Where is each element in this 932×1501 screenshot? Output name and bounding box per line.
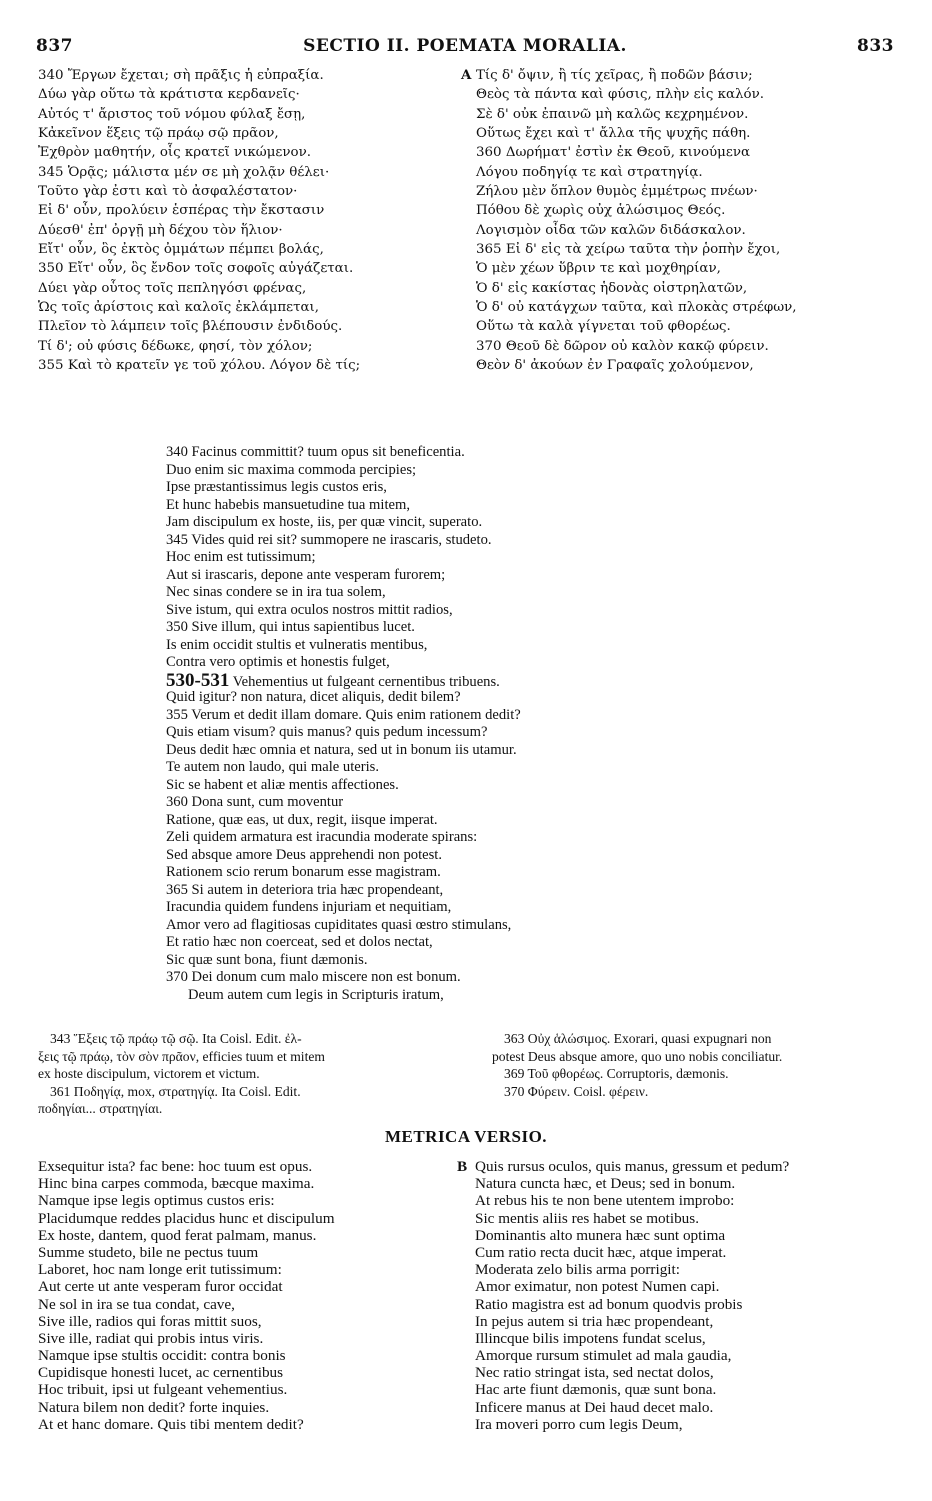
metrica-verse-line: Inficere manus at Dei haud decet malo. bbox=[475, 1398, 714, 1416]
greek-verse-line: Λόγου ποδηγίᾳ τε καὶ στρατηγίᾳ. bbox=[476, 164, 703, 180]
greek-verse-line: Οὕτω τὰ καλὰ γίγνεται τοῦ φθορέως. bbox=[476, 319, 731, 335]
footnote-line: 369 Τοῦ φθορέως. Corruptoris, dæmonis. bbox=[504, 1066, 729, 1081]
latin-verse-line: Nec sinas condere se in ira tua solem, bbox=[166, 584, 386, 600]
greek-verse-line: Ὁ δ' οὐ κατάγχων ταῦτα, καὶ πλοκὰς στρέφων, bbox=[476, 300, 797, 316]
greek-verse-line: Δύεσθ' ἐπ' ὀργῇ μὴ δέχου τὸν ἥλιον· bbox=[38, 222, 283, 238]
greek-verse-line: Ὁ δ' εἰς κακίστας ἡδονὰς οἰστρηλατῶν, bbox=[476, 280, 748, 296]
latin-verse-line: 365 Si autem in deteriora tria hæc propendeant, bbox=[166, 881, 444, 898]
footnote-line: ποδηγίαι... στρατηγίαι. bbox=[38, 1101, 163, 1116]
metrica-verse-line: Sive ille, radios qui foras mittit suos, bbox=[38, 1312, 262, 1330]
page-header bbox=[36, 36, 894, 58]
latin-verse-line: Quis etiam visum? quis manus? quis pedum incessum? bbox=[166, 724, 488, 740]
greek-verse-line: Ὡς τοῖς ἀρίστοις καὶ καλοῖς ἐκλάμπεται, bbox=[38, 300, 320, 316]
metrica-verse-line: Natura bilem non dedit? forte inquies. bbox=[38, 1398, 270, 1416]
metrica-verse-line: Ira moveri porro cum legis Deum, bbox=[475, 1415, 683, 1433]
metrica-verse-line: B Quis rursus oculos, quis manus, gressum et pedum? bbox=[457, 1158, 790, 1175]
greek-verse-line: 355 Καὶ τὸ κρατεῖν γε τοῦ χόλου. Λόγον δὲ τίς; bbox=[38, 358, 361, 374]
greek-verse-line: Πλεῖον τὸ λάμπειν τοῖς βλέπουσιν ἐνδιδούς. bbox=[38, 319, 343, 335]
latin-verse-line: Duo enim sic maxima commoda percipies; bbox=[166, 461, 417, 478]
latin-verse-line: Iracundia quidem fundens injuriam et nequitiam, bbox=[166, 899, 452, 915]
greek-verse-line: Λογισμὸν οἶδα τῶν καλῶν διδάσκαλον. bbox=[476, 222, 746, 238]
latin-verse-line: 340 Facinus committit? tuum opus sit beneficentia. bbox=[166, 444, 465, 460]
latin-verse-line: Deus dedit hæc omnia et natura, sed ut in bonum iis utamur. bbox=[166, 741, 517, 758]
footnotes-left bbox=[38, 1030, 458, 1118]
latin-verse-line: Et hunc habebis mansuetudine tua mitem, bbox=[166, 496, 410, 513]
latin-verse-line: 345 Vides quid rei sit? summopere ne irascaris, studeto. bbox=[166, 531, 492, 548]
latin-verse-line: Sic quæ sunt bona, fiunt dæmonis. bbox=[166, 951, 368, 968]
column-number-marker: 530-531 bbox=[166, 669, 230, 691]
greek-verse-line: 360 Δωρήματ' ἐστὶν ἐκ Θεοῦ, κινούμενα bbox=[476, 145, 750, 161]
greek-text-left-column bbox=[38, 66, 360, 376]
metrica-verse-line: Ex hoste, dantem, quod ferat palmam, manus. bbox=[38, 1226, 317, 1244]
latin-verse-line: Contra vero optimis et honestis fulget, bbox=[166, 654, 390, 670]
greek-verse-line: Τοῦτο γὰρ ἐστι καὶ τὸ ἀσφαλέστατον· bbox=[38, 184, 298, 200]
greek-verse-line: 340 Ἔργων ἔχεται; σὴ πρᾶξις ἡ εὐπραξία. bbox=[38, 68, 324, 83]
metrica-verse-line: Ratio magistra est ad bonum quodvis probis bbox=[475, 1295, 743, 1313]
greek-verse-line: 365 Εἰ δ' εἰς τὰ χείρω ταῦτα τὴν ῥοπὴν ἔχοι, bbox=[476, 242, 781, 258]
footnote-line: 343 Ἕξεις τῷ πράῳ τῷ σῷ. Ita Coisl. Edit. ἐλ- bbox=[50, 1031, 302, 1046]
greek-verse-line: Θεὸν δ' ἀκούων ἐν Γραφαῖς χολούμενον, bbox=[476, 358, 754, 374]
latin-verse-line: Te autem non laudo, qui male uteris. bbox=[166, 759, 379, 775]
latin-verse-line: 350 Sive illum, qui intus sapientibus lucet. bbox=[166, 619, 415, 635]
latin-verse-line: Sed absque amore Deus apprehendi non potest. bbox=[166, 846, 442, 863]
greek-verse-line: Αὐτός τ' ἄριστος τοῦ νόμου φύλαξ ἔσῃ, bbox=[38, 106, 306, 122]
greek-verse-line: Πόθου δὲ χωρὶς οὐχ ἁλώσιμος Θεός. bbox=[476, 203, 726, 219]
latin-verse-line: Deum autem cum legis in Scripturis iratum, bbox=[188, 986, 444, 1003]
greek-verse-line: Ἐχθρὸν μαθητήν, οἷς κρατεῖ νικώμενον. bbox=[38, 145, 311, 161]
greek-verse-line: 345 Ὁρᾷς; μάλιστα μέν σε μὴ χολᾷν θέλει· bbox=[38, 164, 330, 180]
footnote-line: ξεις τῷ πράῳ, τὸν σὸν πρᾶον, efficies tuum et mitem bbox=[38, 1048, 325, 1064]
latin-verse-line: 355 Verum et dedit illam domare. Quis enim rationem dedit? bbox=[166, 706, 521, 723]
greek-verse-line: 370 Θεοῦ δὲ δῶρον οὐ καλὸν κακῷ φύρειν. bbox=[476, 338, 769, 354]
latin-verse-line: Et ratio hæc non coerceat, sed et dolos nectat, bbox=[166, 934, 433, 950]
footnote-line: 370 Φύρειν. Coisl. φέρειν. bbox=[504, 1083, 649, 1099]
metrica-verse-line: Hoc tribuit, ipsi ut fulgeant vehementius. bbox=[38, 1381, 288, 1399]
latin-verse-line: Ratione, quæ eas, ut dux, regit, iisque imperat. bbox=[166, 811, 438, 828]
latin-verse-line: Amor vero ad flagitiosas cupiditates quasi œstro stimulans, bbox=[166, 916, 512, 933]
latin-verse-line: Jam discipulum ex hoste, iis, per quæ vincit, superato. bbox=[166, 514, 483, 530]
column-marker: B bbox=[457, 1158, 468, 1175]
metrica-versio-heading: METRICA VERSIO. bbox=[384, 1127, 548, 1146]
metrica-verse-line: Cum ratio recta ducit hæc, atque imperat. bbox=[475, 1243, 727, 1261]
metrica-verse-line: At et hanc domare. Quis tibi mentem dedit? bbox=[38, 1415, 304, 1433]
footnotes-right bbox=[492, 1030, 902, 1100]
metrica-verse-line: Sive ille, radiat qui probis intus viris. bbox=[38, 1329, 264, 1347]
greek-verse-line: 350 Εἴτ' οὖν, ὃς ἔνδον τοῖς σοφοῖς αὐγάζεται. bbox=[38, 261, 354, 277]
metrica-verse-line: Namque ipse legis optimus custos eris: bbox=[38, 1192, 275, 1210]
metrica-verse-line: Amorque rursum stimulet ad mala gaudia, bbox=[475, 1347, 732, 1365]
greek-verse-line: Σὲ δ' οὐκ ἐπαινῶ μὴ καλῶς κεχρημένον. bbox=[476, 106, 749, 122]
footnote-line: potest Deus absque amore, quo uno nobis conciliatur. bbox=[492, 1048, 783, 1064]
greek-text-right-column bbox=[461, 66, 797, 376]
metrica-verse-line: Cupidisque honesti lucet, ac cernentibus bbox=[38, 1364, 284, 1382]
metrica-verse-line: At rebus his te non bene utentem improbo: bbox=[475, 1192, 735, 1210]
metrica-verse-line: Amor eximatur, non potest Numen capi. bbox=[475, 1278, 720, 1296]
footnote-line: 363 Οὐχ ἁλώσιμος. Exorari, quasi expugnari non bbox=[504, 1031, 772, 1046]
latin-verse-line: 530-531 Vehementius ut fulgeant cernentibus tribuens. bbox=[166, 669, 500, 691]
metrica-verse-line: In pejus autem si tria hæc propendeant, bbox=[475, 1312, 714, 1330]
metrica-verse-line: Hac arte fiunt dæmonis, quæ sunt bona. bbox=[475, 1381, 717, 1399]
greek-verse-line: Ὁ μὲν χέων ὕβριν τε καὶ μοχθηρίαν, bbox=[476, 261, 721, 277]
greek-verse-line: Ζήλου μὲν ὅπλον θυμὸς ἐμμέτρως πνέων· bbox=[476, 184, 758, 200]
running-title: SECTIO II. POEMATA MORALIA. bbox=[303, 36, 627, 56]
latin-verse-line: Ipse præstantissimus legis custos eris, bbox=[166, 479, 387, 495]
right-page-number: 833 bbox=[857, 36, 894, 56]
metrica-verse-line: Sic mentis aliis res habet se motibus. bbox=[475, 1209, 699, 1227]
latin-verse-line: Zeli quidem armatura est iracundia moderate spirans: bbox=[166, 829, 478, 845]
metrica-verse-line: Illincque bilis impotens fundat scelus, bbox=[475, 1329, 706, 1347]
greek-verse-line: Κἀκεῖνον ἕξεις τῷ πράῳ σῷ πρᾶον, bbox=[38, 126, 279, 142]
latin-verse-line: 360 Dona sunt, cum moventur bbox=[166, 794, 344, 810]
footnote-line: ex hoste discipulum, victorem et victum. bbox=[38, 1066, 260, 1081]
greek-verse-line: Οὕτως ἔχει καὶ τ' ἄλλα τῆς ψυχῆς πάθη. bbox=[476, 126, 751, 142]
latin-verse-line: 370 Dei donum cum malo miscere non est bonum. bbox=[166, 969, 461, 985]
metrica-verse-line: Ne sol in ira se tua condat, cave, bbox=[38, 1295, 235, 1313]
greek-verse-line: Τί δ'; οὐ φύσις δέδωκε, φησί, τὸν χόλον; bbox=[38, 338, 313, 354]
latin-verse-line: Sive istum, qui extra oculos nostros mittit radios, bbox=[166, 601, 453, 618]
greek-verse-line: Εἰ δ' οὖν, προλύειν ἑσπέρας τὴν ἔκστασιν bbox=[38, 203, 325, 219]
latin-verse-line: Quid igitur? non natura, dicet aliquis, dedit bilem? bbox=[166, 689, 461, 705]
metrica-verse-line: Namque ipse stultis occidit: contra bonis bbox=[38, 1347, 286, 1365]
greek-verse-line: A Τίς δ' ὄψιν, ἢ τίς χεῖρας, ἢ ποδῶν βάσιν; bbox=[461, 66, 797, 85]
footnote-line: 361 Ποδηγίᾳ, mox, στρατηγίᾳ. Ita Coisl. Edit. bbox=[50, 1083, 301, 1099]
metrica-verse-line: Placidumque reddes placidus hunc et discipulum bbox=[38, 1209, 335, 1227]
latin-verse-line: Hoc enim est tutissimum; bbox=[166, 549, 316, 565]
greek-verse-line: Δύω γὰρ οὕτω τὰ κράτιστα κερδανεῖς· bbox=[38, 87, 300, 103]
latin-translation bbox=[166, 444, 521, 1004]
column-marker: A bbox=[461, 67, 472, 83]
metrica-verse-line: Exsequitur ista? fac bene: hoc tuum est opus. bbox=[38, 1158, 313, 1175]
metrica-right-column bbox=[457, 1158, 789, 1433]
metrica-verse-line: Dominantis alto munera hæc sunt optima bbox=[475, 1226, 726, 1244]
greek-verse-line: Εἴτ' οὖν, ὃς ἐκτὸς ὀμμάτων πέμπει βολάς, bbox=[38, 242, 324, 258]
metrica-verse-line: Aut certe ut ante vesperam furor occidat bbox=[38, 1278, 283, 1296]
metrica-verse-line: Hinc bina carpes commoda, bæcque maxima. bbox=[38, 1175, 315, 1193]
greek-verse-line: Δύει γὰρ οὗτος τοῖς πεπληγόσι φρένας, bbox=[38, 280, 307, 296]
latin-verse-line: Is enim occidit stultis et vulneratis mentibus, bbox=[166, 636, 428, 653]
latin-verse-line: Aut si irascaris, depone ante vesperam furorem; bbox=[166, 566, 446, 583]
metrica-verse-line: Nec ratio stringat ista, sed nectat dolos, bbox=[475, 1364, 714, 1382]
left-page-number: 837 bbox=[36, 36, 73, 56]
metrica-verse-line: Natura cuncta hæc, et Deus; sed in bonum. bbox=[475, 1175, 736, 1193]
metrica-verse-line: Summe studeto, bile ne pectus tuum bbox=[38, 1243, 259, 1261]
latin-verse-line: Sic se habent et aliæ mentis affectiones. bbox=[166, 776, 399, 793]
metrica-verse-line: Moderata zelo bilis arma porrigit: bbox=[475, 1261, 680, 1279]
metrica-verse-line: Laboret, hoc nam longe erit tutissimum: bbox=[38, 1261, 282, 1279]
greek-verse-line: Θεὸς τὰ πάντα καὶ φύσις, πλὴν εἰς καλόν. bbox=[476, 87, 764, 103]
latin-verse-line: Rationem scio rerum bonarum esse magistram. bbox=[166, 864, 441, 880]
metrica-left-column bbox=[38, 1158, 335, 1433]
